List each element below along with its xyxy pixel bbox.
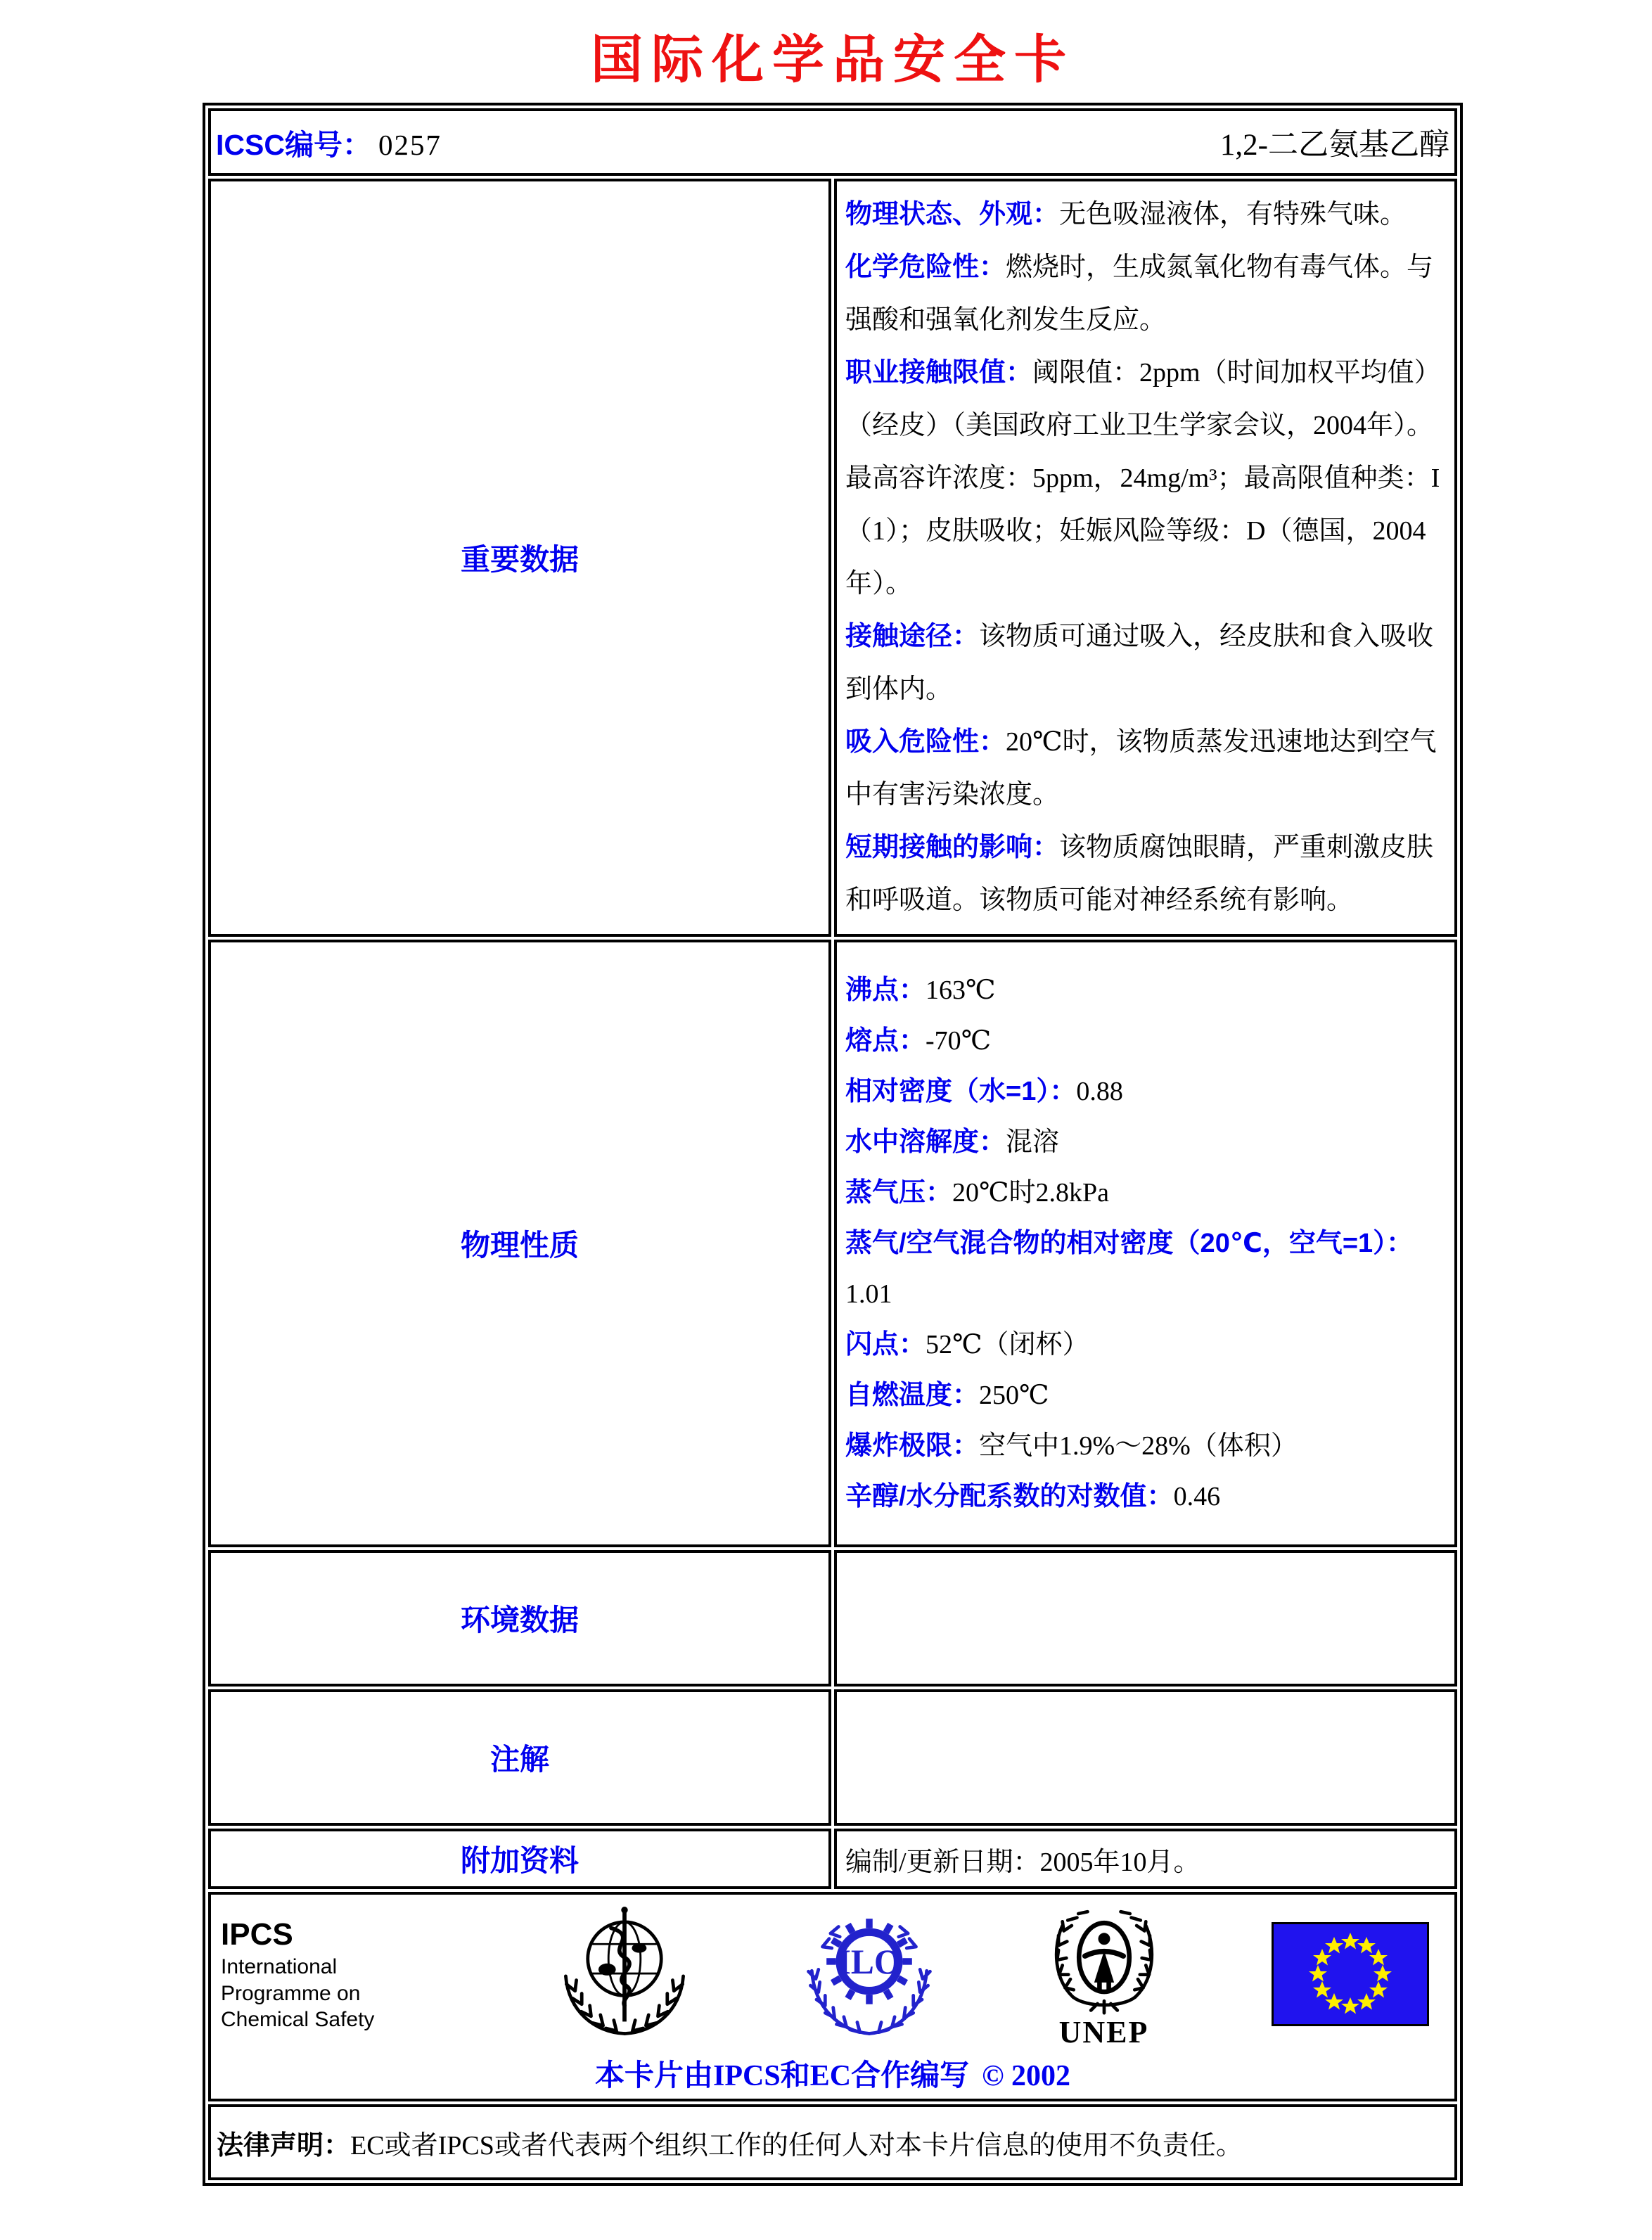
additional-info-content xyxy=(834,1829,1457,1889)
field-value: 20℃时，该物质蒸发迅速地达到空气中有害污染浓度。 xyxy=(845,727,1437,809)
environmental-data-content xyxy=(834,1550,1457,1687)
ipcs-acronym: IPCS xyxy=(221,1917,293,1952)
important-data-item xyxy=(845,347,1446,610)
logos-cell xyxy=(208,1892,1457,2101)
ipcs-line1: International xyxy=(221,1955,338,1979)
logos-row xyxy=(208,1892,1457,2101)
notes-row xyxy=(208,1689,1457,1826)
physical-property-item xyxy=(845,1218,1446,1319)
environmental-data-row xyxy=(208,1550,1457,1687)
important-data-content xyxy=(834,179,1457,937)
field-label: 水中溶解度： xyxy=(845,1127,1006,1157)
field-label: 熔点： xyxy=(845,1026,926,1056)
field-value: 52℃（闭杯） xyxy=(926,1330,1089,1359)
important-data-item xyxy=(845,610,1446,716)
icsc-number-label: ICSC编号： xyxy=(216,128,371,161)
ipcs-line2: Programme on xyxy=(221,1981,361,2005)
physical-property-item xyxy=(845,965,1446,1016)
field-label: 吸入危险性： xyxy=(845,727,1006,757)
field-value: 20℃时2.8kPa xyxy=(952,1178,1110,1208)
field-value: 0.88 xyxy=(1076,1077,1123,1106)
copyright-text: © 2002 xyxy=(982,2060,1070,2092)
field-value: 该物质可通过吸入，经皮肤和食入吸收到体内。 xyxy=(845,622,1434,704)
field-label: 相对密度（水=1）： xyxy=(845,1077,1077,1106)
field-value: 混溶 xyxy=(1006,1127,1060,1157)
section-label-notes: 注解 xyxy=(208,1689,831,1826)
field-label: 蒸气/空气混合物的相对密度（20℃，空气=1）： xyxy=(845,1229,1414,1258)
legal-label: 法律声明： xyxy=(217,2130,351,2161)
legal-cell xyxy=(208,2104,1457,2180)
who-emblem-icon xyxy=(558,1904,691,2044)
physical-property-item xyxy=(845,1016,1446,1066)
header-row xyxy=(208,108,1457,176)
field-label: 职业接触限值： xyxy=(845,358,1033,388)
notes-content xyxy=(834,1689,1457,1826)
icsc-number-value: 0257 xyxy=(378,128,442,161)
field-label: 辛醇/水分配系数的对数值： xyxy=(845,1482,1174,1511)
field-value: 163℃ xyxy=(926,975,996,1005)
physical-property-item xyxy=(845,1117,1446,1167)
field-value: 250℃ xyxy=(979,1381,1049,1410)
update-date-text: 编制/更新日期：2005年10月。 xyxy=(845,1847,1200,1877)
section-label-physical-properties: 物理性质 xyxy=(208,940,831,1547)
unep-emblem-icon xyxy=(1048,1899,1160,2050)
field-label: 沸点： xyxy=(845,975,926,1005)
header-cell xyxy=(208,108,1457,176)
important-data-item xyxy=(845,716,1446,821)
legal-row xyxy=(208,2104,1457,2180)
field-label: 自燃温度： xyxy=(845,1381,980,1410)
unep-label: UNEP xyxy=(1058,2014,1149,2049)
chemical-name: 1,2-二乙氨基乙醇 xyxy=(1219,128,1449,162)
important-data-item xyxy=(845,241,1446,347)
field-value: 燃烧时，生成氮氧化物有毒气体。与强酸和强氧化剂发生反应。 xyxy=(845,252,1434,335)
physical-property-item xyxy=(845,1066,1446,1117)
physical-property-item xyxy=(845,1167,1446,1218)
field-label: 爆炸极限： xyxy=(845,1431,980,1461)
field-label: 闪点： xyxy=(845,1330,926,1359)
section-label-important-data: 重要数据 xyxy=(208,179,831,937)
credit-text: 本卡片由IPCS和EC合作编写 xyxy=(595,2060,970,2092)
physical-property-item xyxy=(845,1370,1446,1421)
page-title: 国际化学品安全卡 xyxy=(591,32,1075,89)
eu-flag-icon xyxy=(1272,1922,1429,2026)
important-data-item xyxy=(845,821,1446,927)
icsc-table xyxy=(203,103,1463,2186)
field-label: 接触途径： xyxy=(845,622,980,651)
physical-property-item xyxy=(845,1421,1446,1471)
additional-info-row xyxy=(208,1829,1457,1889)
section-label-environmental-data: 环境数据 xyxy=(208,1550,831,1687)
field-label: 蒸气压： xyxy=(845,1178,953,1208)
ilo-emblem-icon xyxy=(802,1904,936,2044)
field-label: 短期接触的影响： xyxy=(845,833,1060,862)
field-label: 化学危险性： xyxy=(845,252,1006,282)
physical-property-item xyxy=(845,1319,1446,1370)
field-label: 物理状态、外观： xyxy=(845,200,1060,229)
physical-property-item xyxy=(845,1471,1446,1522)
field-value: 空气中1.9%～28%（体积） xyxy=(979,1431,1298,1461)
section-label-additional-info: 附加资料 xyxy=(208,1829,831,1889)
field-value: 0.46 xyxy=(1173,1482,1221,1511)
important-data-row xyxy=(208,179,1457,937)
field-value: -70℃ xyxy=(926,1026,992,1056)
important-data-item xyxy=(845,188,1446,241)
legal-text: EC或者IPCS或者代表两个组织工作的任何人对本卡片信息的使用不负责任。 xyxy=(350,2130,1243,2161)
ipcs-text-block xyxy=(221,1915,446,2033)
field-value: 无色吸湿液体，有特殊气味。 xyxy=(1059,200,1407,229)
physical-properties-row xyxy=(208,940,1457,1547)
physical-properties-content xyxy=(834,940,1457,1547)
field-value: 阈限值：2ppm（时间加权平均值）（经皮）（美国政府工业卫生学家会议，2004年）。最高容许浓度：5ppm，24mg/m³；最高限值种类：I（1）；皮肤吸收；妊娠风险等级：D（德国，2004年）。 xyxy=(845,358,1441,599)
icsc-number-group xyxy=(216,122,442,163)
field-value: 该物质腐蚀眼睛，严重刺激皮肤和呼吸道。该物质可能对神经系统有影响。 xyxy=(845,833,1434,915)
field-value: 1.01 xyxy=(845,1279,892,1309)
ipcs-line3: Chemical Safety xyxy=(221,2008,375,2032)
svg-text:ILO: ILO xyxy=(837,1943,902,1982)
credit-line xyxy=(218,2052,1447,2094)
